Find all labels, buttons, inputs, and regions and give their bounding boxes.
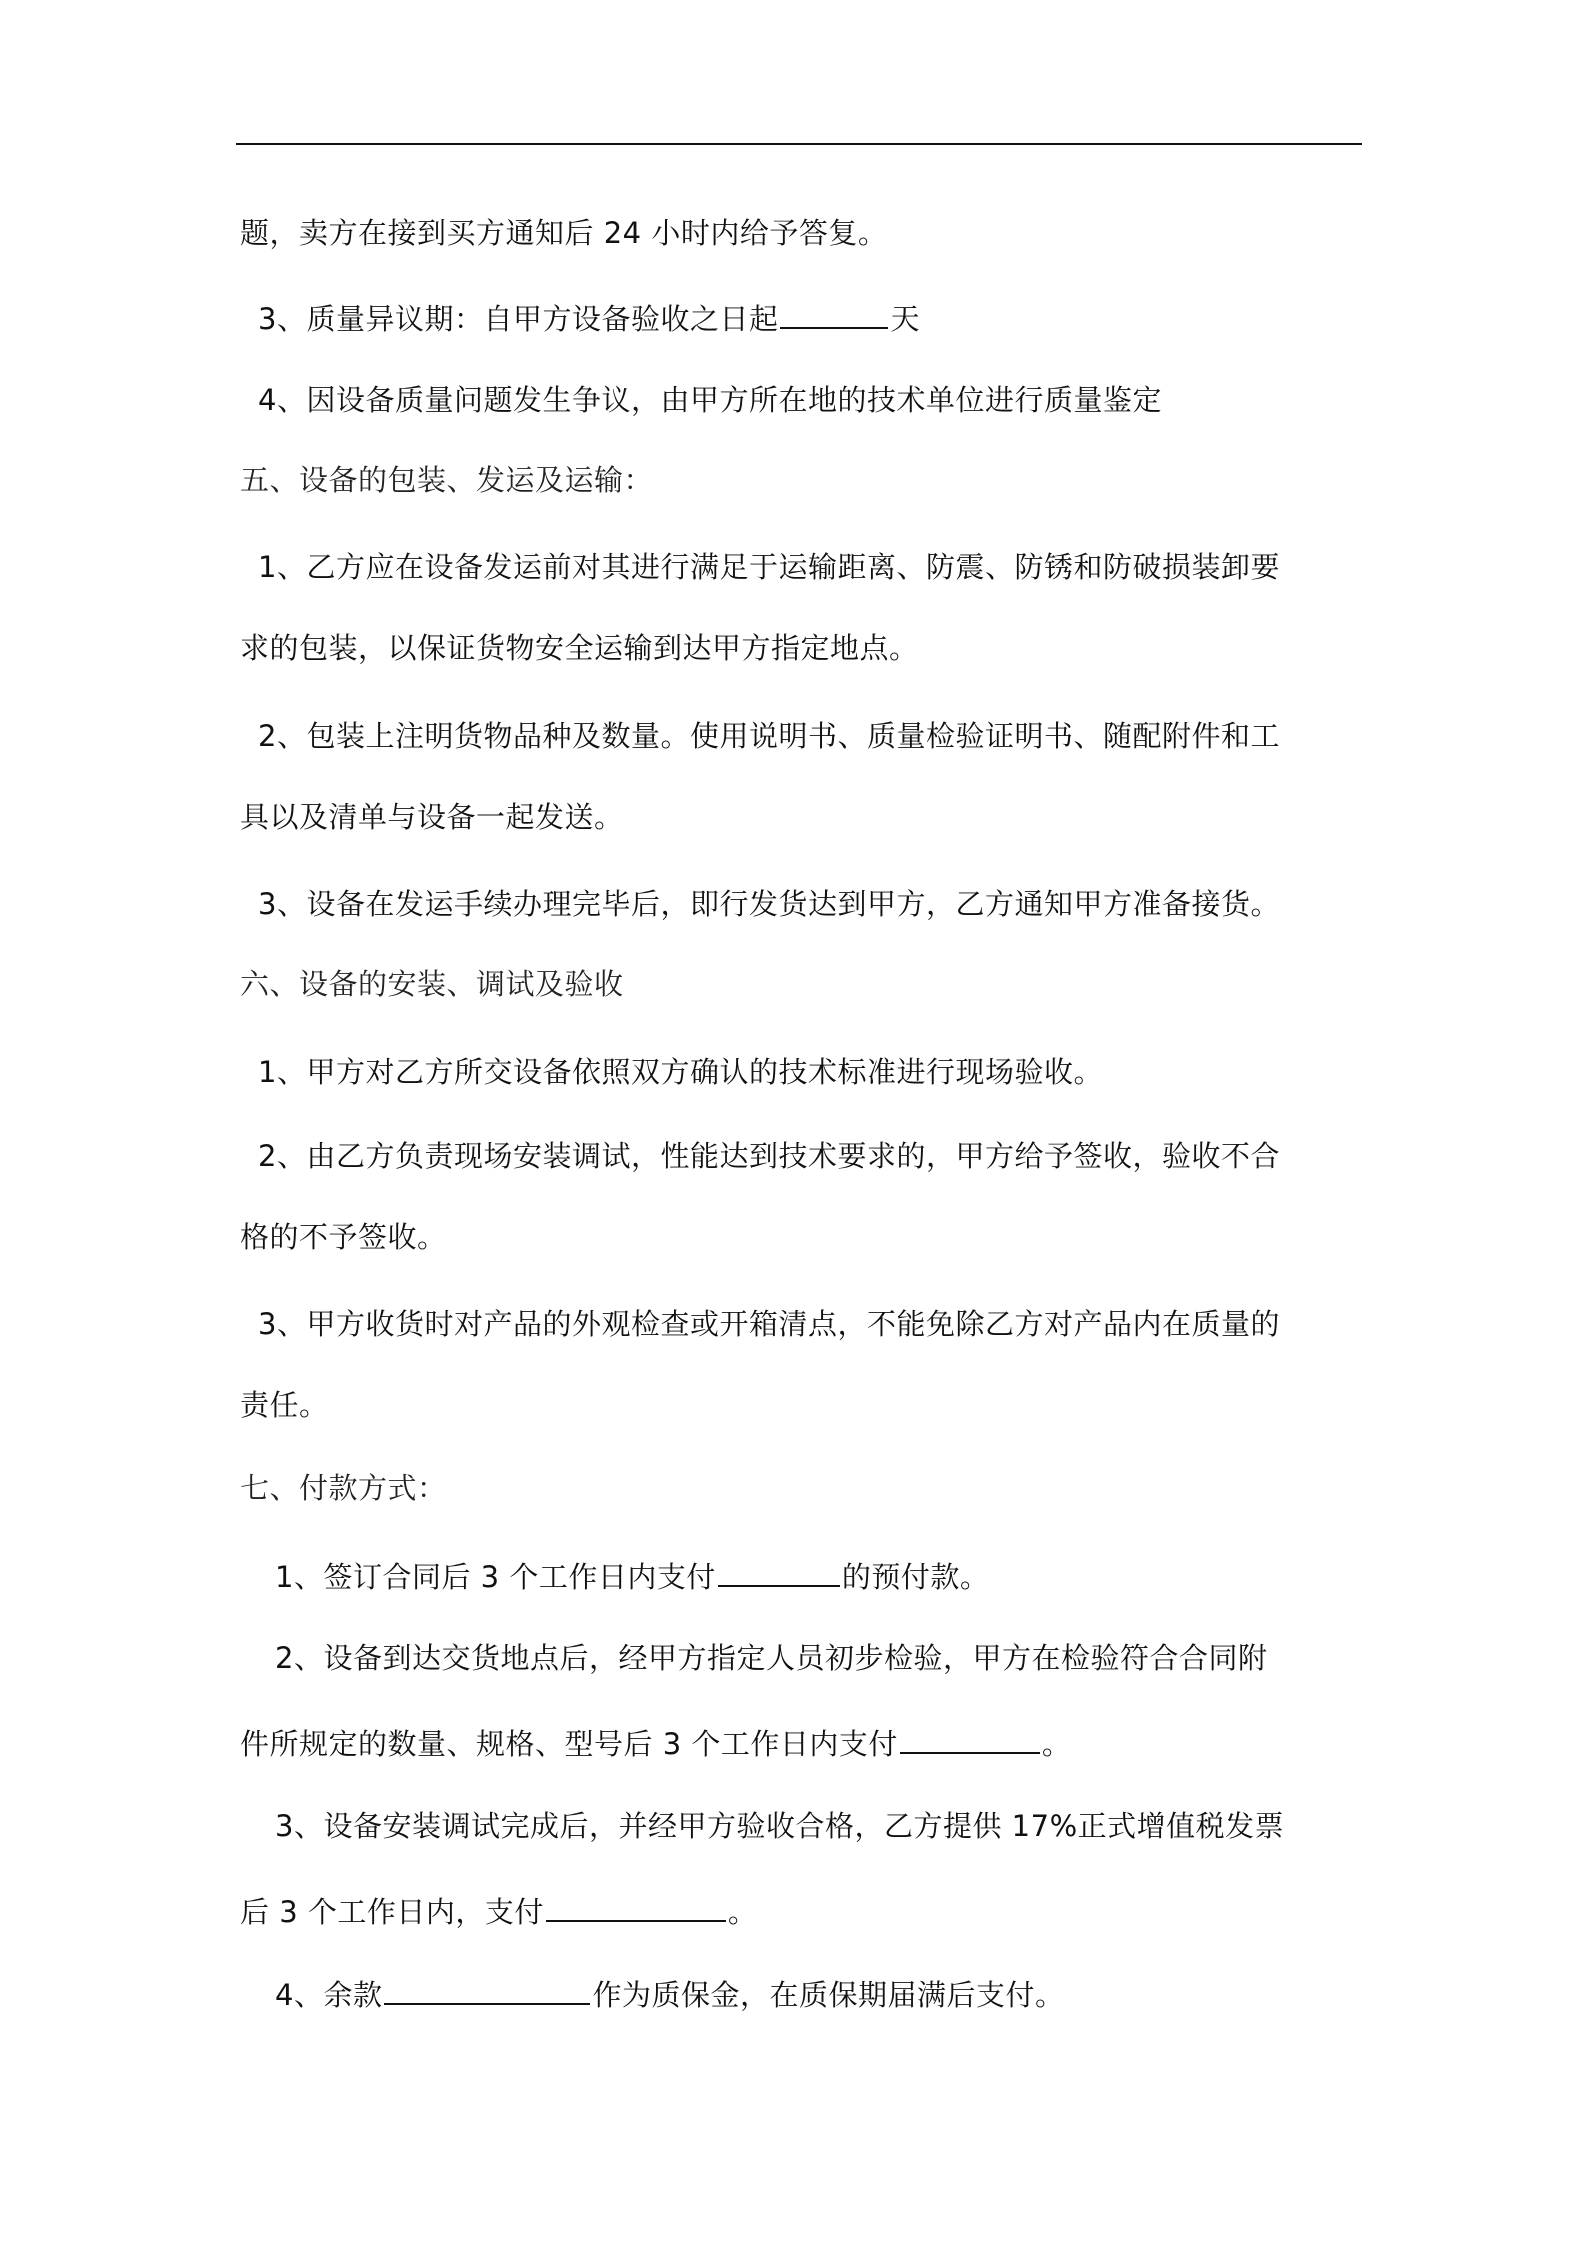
sec7-clause-3-line-2 xyxy=(240,1890,757,1932)
clause-text: 。 xyxy=(1041,1727,1072,1761)
clause-text: 后 3 个工作日内，支付 xyxy=(240,1895,544,1929)
sec6-clause-2-line-1: 2、由乙方负责现场安装调试，性能达到技术要求的，甲方给予签收，验收不合 xyxy=(258,1139,1280,1173)
blank-field[interactable] xyxy=(718,1555,840,1587)
sec7-clause-3-line-1: 3、设备安装调试完成后，并经甲方验收合格，乙方提供 17%正式增值税发票 xyxy=(275,1809,1285,1843)
clause-text: 天 xyxy=(890,302,920,336)
section-5-heading: 五、设备的包装、发运及运输： xyxy=(240,463,654,497)
sec6-clause-1: 1、甲方对乙方所交设备依照双方确认的技术标准进行现场验收。 xyxy=(258,1055,1103,1089)
clause-3-quality-objection xyxy=(258,297,920,339)
clause-text: 作为质保金，在质保期届满后支付。 xyxy=(592,1978,1065,2012)
clause-text: 3、质量异议期：自甲方设备验收之日起 xyxy=(258,302,779,336)
sec5-clause-1-line-2: 求的包装，以保证货物安全运输到达甲方指定地点。 xyxy=(240,631,919,665)
clause-4-dispute: 4、因设备质量问题发生争议，由甲方所在地的技术单位进行质量鉴定 xyxy=(258,383,1162,417)
section-7-heading: 七、付款方式： xyxy=(240,1471,447,1505)
sec7-clause-2-line-2 xyxy=(240,1722,1071,1764)
clause-text: 4、余款 xyxy=(275,1978,383,2012)
sec7-clause-2-line-1: 2、设备到达交货地点后，经甲方指定人员初步检验，甲方在检验符合合同附 xyxy=(275,1641,1268,1675)
blank-field[interactable] xyxy=(900,1722,1040,1754)
clause-text: 的预付款。 xyxy=(841,1560,990,1594)
blank-field[interactable] xyxy=(384,1973,590,2005)
clause-text: 。 xyxy=(727,1895,758,1929)
sec7-clause-4 xyxy=(275,1973,1064,2015)
sec7-clause-1 xyxy=(275,1555,989,1597)
sec6-clause-2-line-2: 格的不予签收。 xyxy=(240,1220,447,1254)
sec5-clause-2-line-2: 具以及清单与设备一起发送。 xyxy=(240,800,624,834)
sec5-clause-2-line-1: 2、包装上注明货物品种及数量。使用说明书、质量检验证明书、随配附件和工 xyxy=(258,719,1280,753)
header-rule xyxy=(236,143,1362,145)
para-line-1: 题，卖方在接到买方通知后 24 小时内给予答复。 xyxy=(240,216,888,250)
sec6-clause-3-line-2: 责任。 xyxy=(240,1388,329,1422)
blank-field[interactable] xyxy=(780,297,888,329)
sec6-clause-3-line-1: 3、甲方收货时对产品的外观检查或开箱清点，不能免除乙方对产品内在质量的 xyxy=(258,1307,1280,1341)
sec5-clause-3: 3、设备在发运手续办理完毕后，即行发货达到甲方，乙方通知甲方准备接货。 xyxy=(258,887,1280,921)
clause-text: 1、签订合同后 3 个工作日内支付 xyxy=(275,1560,716,1594)
clause-text: 件所规定的数量、规格、型号后 3 个工作日内支付 xyxy=(240,1727,898,1761)
section-6-heading: 六、设备的安装、调试及验收 xyxy=(240,967,624,1001)
blank-field[interactable] xyxy=(546,1890,726,1922)
sec5-clause-1-line-1: 1、乙方应在设备发运前对其进行满足于运输距离、防震、防锈和防破损装卸要 xyxy=(258,550,1280,584)
